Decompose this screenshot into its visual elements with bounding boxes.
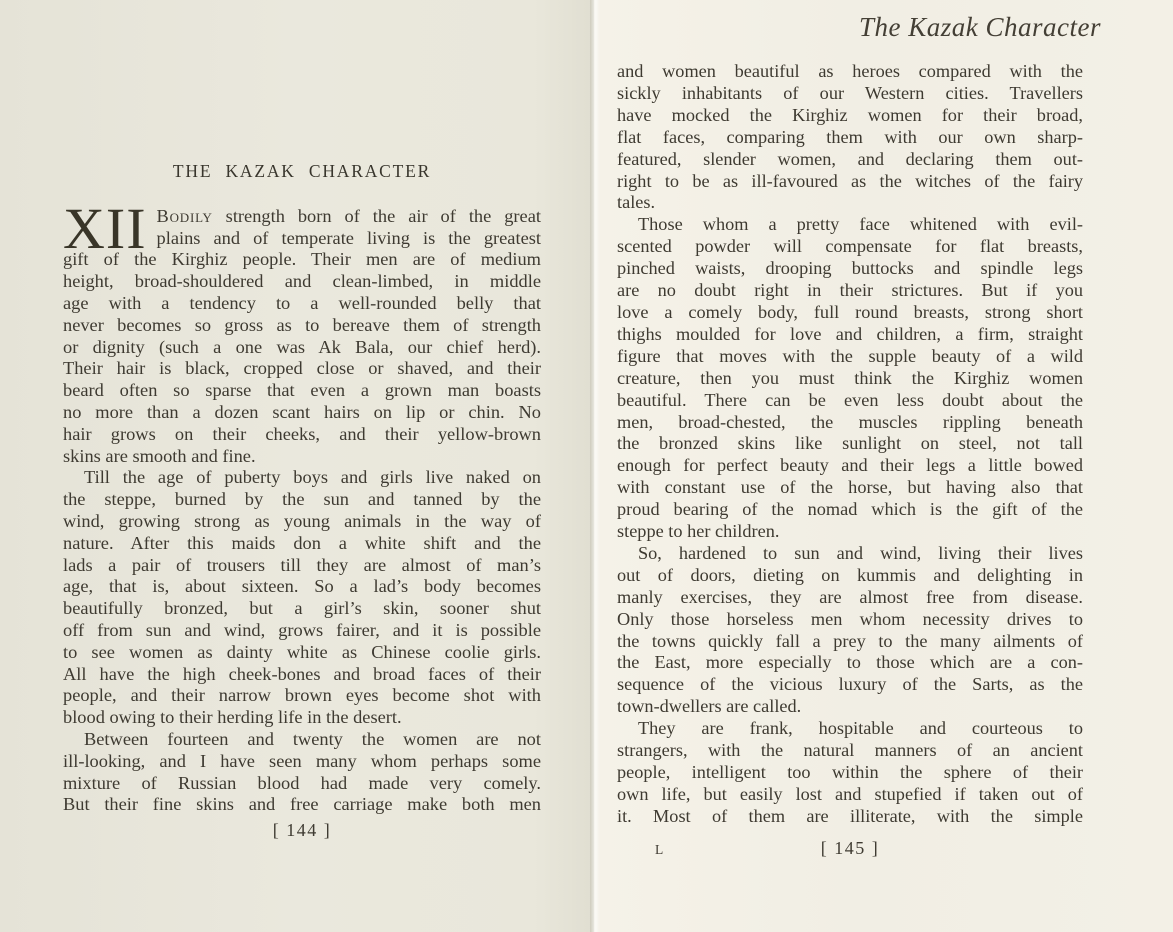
paragraph	[617, 214, 1083, 543]
text-line: All have the high cheek-bones and broad faces of their	[63, 663, 541, 684]
text-line: beautifully bronzed, but a girl’s skin, sooner shut	[63, 598, 541, 619]
text-line: Between fourteen and twenty the women are not	[84, 728, 541, 749]
text-line: love a comely body, full round breasts, strong short	[617, 301, 1083, 322]
running-head: The Kazak Character	[859, 12, 1101, 42]
text-line: plains and of temperate living is the greatest	[156, 227, 541, 248]
text-line: with constant use of the horse, but having also that	[617, 477, 1083, 498]
left-page-paragraphs	[63, 195, 541, 816]
text-line: never becomes so gross as to bereave them of strength	[63, 314, 541, 335]
signature-mark: L	[655, 842, 664, 857]
small-caps-lead-word: Bodily	[156, 205, 213, 226]
text-line: Only those horseless men whom necessity drives to	[617, 608, 1083, 629]
text-line: blood owing to their herding life in the desert.	[63, 707, 402, 728]
text-line: figure that moves with the supple beauty of a wild	[617, 345, 1083, 366]
text-line: age with a tendency to a well-rounded belly that	[63, 292, 541, 313]
right-page	[594, 0, 1173, 932]
text-line: mixture of Russian blood had made very comely.	[63, 772, 541, 793]
text-line: it. Most of them are illiterate, with the simple	[617, 805, 1083, 826]
text-line: no more than a dozen scant hairs on lip or chin. No	[63, 401, 541, 422]
text-line: lads a pair of trousers till they are almost of man’s	[63, 554, 541, 575]
text-line: Bodily strength born of the air of the great	[156, 205, 541, 226]
text-line: the bronzed skins like sunlight on steel, not tall	[617, 433, 1083, 454]
text-line: pinched waists, drooping buttocks and spindle legs	[617, 258, 1083, 279]
text-line: the towns quickly fall a prey to the many ailments of	[617, 630, 1083, 651]
paragraph	[63, 195, 541, 468]
text-line: They are frank, hospitable and courteous to	[638, 718, 1083, 739]
text-line: Those whom a pretty face whitened with evil-	[638, 214, 1083, 235]
text-line: skins are smooth and fine.	[63, 445, 256, 466]
page-number-right: [ 145 ]	[820, 838, 880, 858]
chapter-number-drop-cap: XII	[63, 195, 147, 261]
text-line: manly exercises, they are almost free from disease.	[617, 586, 1083, 607]
text-line: to see women as dainty white as Chinese coolie girls.	[63, 641, 541, 662]
text-line: height, broad-shouldered and clean-limbed, in middle	[63, 271, 541, 292]
text-line: Till the age of puberty boys and girls live naked on	[84, 467, 541, 488]
text-line: wind, growing strong as young animals in the way of	[63, 510, 541, 531]
text-line: out of doors, dieting on kummis and delighting in	[617, 564, 1083, 585]
text-line: featured, slender women, and declaring them out-	[617, 148, 1083, 169]
text-line: proud bearing of the nomad which is the gift of the	[617, 499, 1083, 520]
text-line: the East, more especially to those which are a con-	[617, 652, 1083, 673]
text-line: thighs moulded for love and children, a firm, straight	[617, 323, 1083, 344]
right-page-footer	[617, 838, 1083, 859]
text-line: ill-looking, and I have seen many whom perhaps some	[63, 750, 541, 771]
text-line: people, intelligent too within the sphere of their	[617, 762, 1083, 782]
text-line: So, hardened to sun and wind, living their lives	[638, 542, 1083, 563]
text-line: are no doubt right in their strictures. But if you	[617, 280, 1083, 301]
text-line: Their hair is black, cropped close or shaved, and their	[63, 358, 541, 379]
text-line: steppe to her children.	[617, 521, 780, 542]
text-line: nature. After this maids don a white shift and the	[63, 532, 541, 553]
right-page-text-block	[617, 61, 1083, 828]
paragraph	[63, 467, 541, 729]
text-line: beautiful. There can be even less doubt about the	[617, 389, 1083, 410]
text-line: scented powder will compensate for flat breasts,	[617, 236, 1083, 257]
text-line: people, and their narrow brown eyes become shot with	[63, 685, 541, 706]
paragraph	[63, 729, 541, 816]
text-line: have mocked the Kirghiz women for their broad,	[617, 104, 1083, 125]
text-line: tales.	[617, 192, 656, 213]
text-line: men, broad-chested, the muscles rippling beneath	[617, 411, 1083, 432]
page-number-left: [ 144 ]	[272, 820, 332, 840]
text-line: But their fine skins and free carriage make both men	[63, 794, 541, 815]
text-line: the steppe, burned by the sun and tanned by the	[63, 489, 541, 510]
text-line: town-dwellers are called.	[617, 696, 802, 717]
paragraph	[617, 543, 1083, 718]
text-line: strangers, with the natural manners of an ancient	[617, 740, 1083, 761]
text-line: hair grows on their cheeks, and their yellow-brown	[63, 423, 541, 444]
paragraph	[617, 718, 1083, 828]
right-page-paragraphs	[617, 61, 1083, 828]
text-line: own life, but easily lost and stupefied if taken out of	[617, 783, 1083, 804]
text-line: and women beautiful as heroes compared with the	[617, 61, 1083, 81]
text-line: sequence of the vicious luxury of the Sarts, as the	[617, 674, 1083, 695]
text-line: off from sun and wind, grows fairer, and it is possible	[63, 619, 541, 640]
paragraph	[617, 61, 1083, 214]
chapter-heading: THE KAZAK CHARACTER	[172, 161, 432, 181]
text-line: age, that is, about sixteen. So a lad’s body becomes	[63, 576, 541, 597]
text-line: sickly inhabitants of our Western cities. Travellers	[617, 82, 1083, 103]
left-page-text-block	[63, 161, 541, 816]
text-line: flat faces, comparing them with our own sharp-	[617, 126, 1083, 147]
text-line: enough for perfect beauty and their legs a little bowed	[617, 455, 1083, 476]
text-line: right to be as ill-favoured as the witches of the fairy	[617, 170, 1083, 191]
text-line: or dignity (such a one was Ak Bala, our chief herd).	[63, 336, 541, 357]
text-line: creature, then you must think the Kirghiz women	[617, 367, 1083, 388]
text-line: gift of the Kirghiz people. Their men are of medium	[63, 249, 541, 270]
text-line: beard often so sparse that even a grown man boasts	[63, 380, 541, 401]
